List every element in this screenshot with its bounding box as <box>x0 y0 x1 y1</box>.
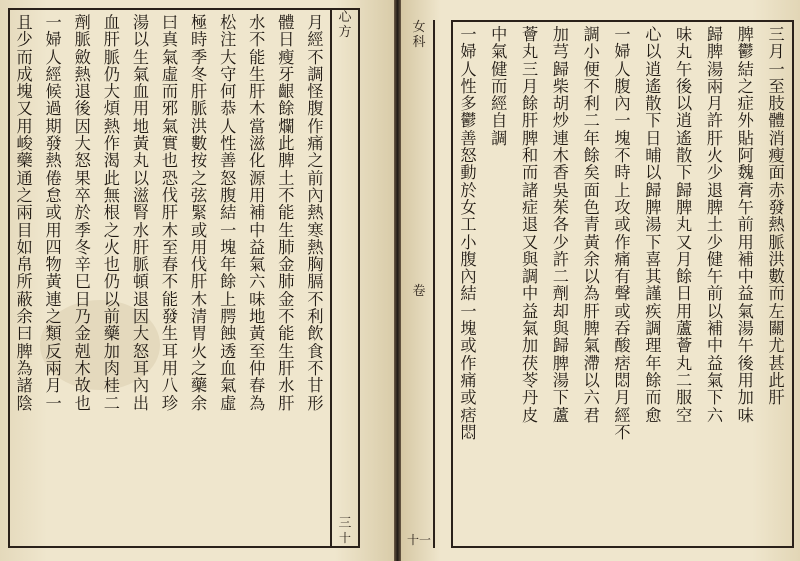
right-page-border <box>451 20 794 548</box>
text-column: 一婦人性多鬱善怒動於女工小腹內結一塊或作痛或痞悶 <box>460 26 477 442</box>
right-page <box>401 0 800 561</box>
text-column: 歸脾湯兩月許肝火少退脾土少健午前以補中益氣下六 <box>706 26 724 425</box>
text-column: 薈丸三月餘肝脾和而諸症退又與調中益氣加茯苓丹皮 <box>521 26 539 425</box>
text-column: 中氣健而經自調 <box>491 26 508 148</box>
right-text-block <box>453 22 792 546</box>
margin-char: 心 <box>338 10 352 25</box>
text-column: 三月一至肢體消瘦面赤發熱脈洪數而左關尤甚此肝 <box>768 26 785 408</box>
margin-char: 科 <box>412 35 426 50</box>
text-column: 體日瘦牙齦餘爛此脾土不能生肺金肺金不能生肝水肝 <box>278 14 295 413</box>
text-column: 心以逍遙散下日晡以歸脾湯下喜其謹疾調理年餘而愈 <box>645 26 662 425</box>
text-column: 味丸午後以逍遙散下歸脾丸又月餘日用蘆薈丸二服空 <box>676 26 693 425</box>
left-page <box>0 0 394 561</box>
right-page-margin-column <box>405 20 435 548</box>
margin-char: 女 <box>412 20 426 35</box>
text-column: 且少而成塊又用峻藥通之兩目如帛所蔽余曰脾為諸陰 <box>16 14 33 413</box>
text-column: 一婦人腹內一塊不時上攻或作痛有聲或吞酸痞悶月經不 <box>614 26 631 442</box>
text-column: 曰真氣虛而邪氣實也恐伐肝木至春不能發生耳用八珍 <box>161 14 179 413</box>
text-column: 脾鬱結之症外貼阿魏膏午前用補中益氣湯午後用加味 <box>737 26 754 425</box>
left-page-border <box>8 8 360 548</box>
margin-char: 卷 <box>412 284 426 299</box>
book-gutter <box>394 0 401 561</box>
left-text-block <box>10 10 330 546</box>
text-column: 一婦人經候過期發熱倦怠或用四物黃連之類反兩月一 <box>45 14 62 413</box>
text-column: 松注大守何恭人性善怒腹結一塊年餘上腭蝕透血氣虛 <box>220 14 237 413</box>
left-page-margin-column <box>330 10 358 546</box>
text-column: 月經不調怪腹作痛之前內熱寒熱胸膈不利飲食不甘形 <box>307 14 324 413</box>
text-column: 劑脈斂熱退後因大怒果卒於季冬辛巳日乃金剋木故也 <box>74 14 91 413</box>
text-column: 血肝脈仍大煩熱作渴此無根之火也仍以前藥加肉桂二 <box>103 14 120 413</box>
margin-char: 方 <box>338 25 352 40</box>
margin-char: 三 <box>338 516 352 531</box>
text-column: 調小便不利二年餘矣面色青黃余以為肝脾氣滯以六君 <box>583 26 600 425</box>
page-number: 十一 <box>406 533 431 547</box>
text-column: 極時季冬肝脈洪數按之弦緊或用伐肝木清胃火之藥余 <box>190 14 208 413</box>
text-column: 湯以生氣血用地黃丸以滋腎水肝脈頓退因大怒耳內出 <box>132 14 149 413</box>
text-column: 加芎歸柴胡炒連木香吳茱各少許二劑却與歸脾湯下蘆 <box>552 26 569 425</box>
page-number: 十 <box>338 531 351 545</box>
text-column: 水不能生肝木當滋化源用補中益氣六味地黃至仲春為 <box>249 14 266 413</box>
